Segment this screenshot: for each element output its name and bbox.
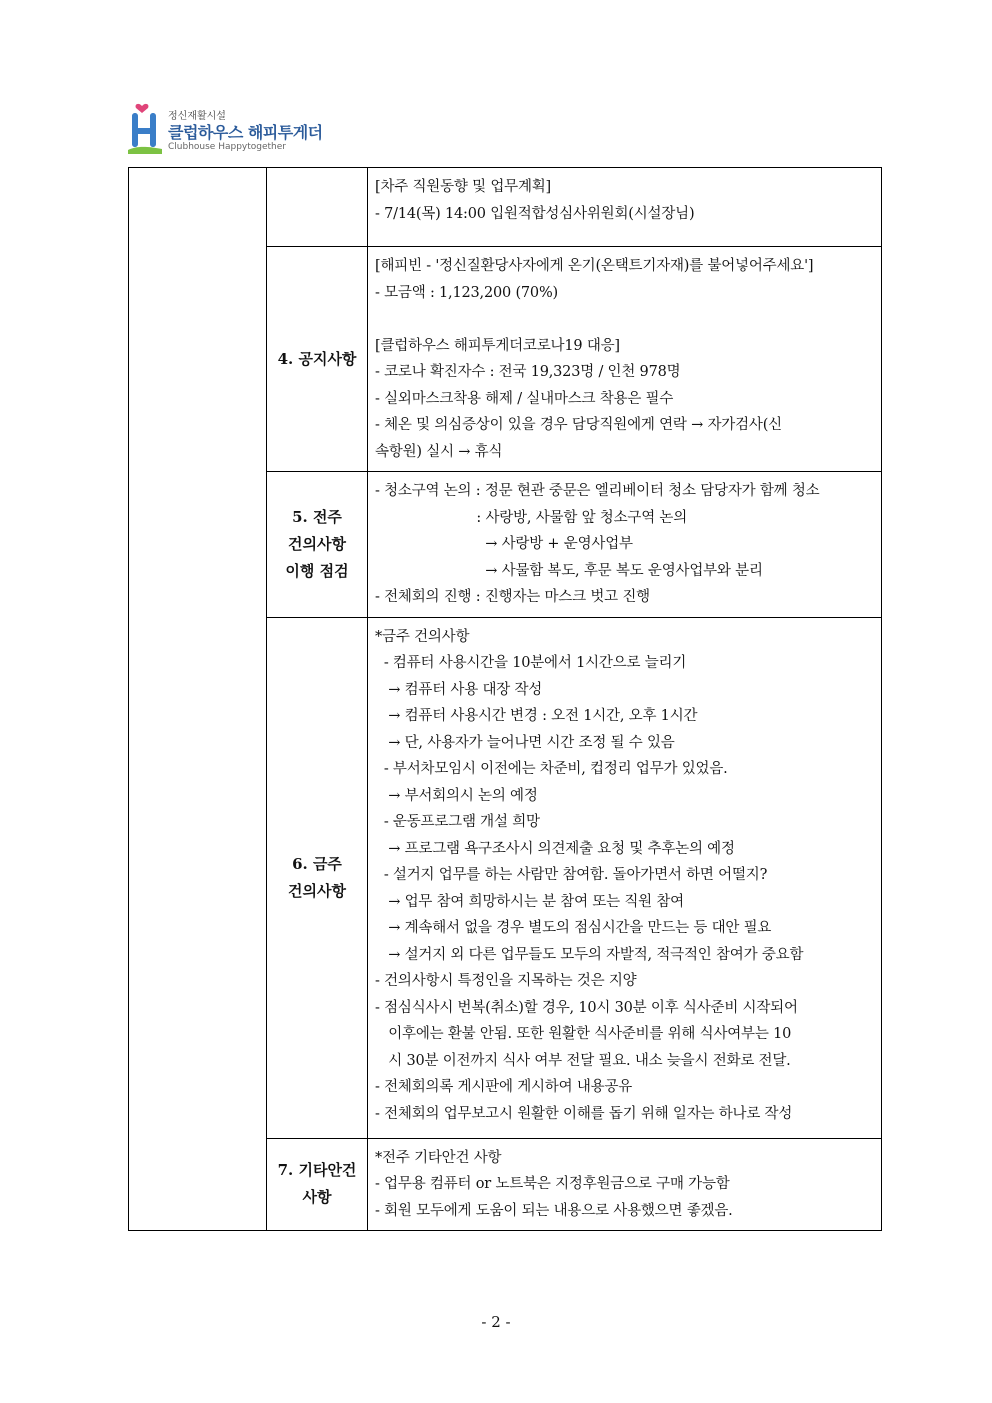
content-line: - 컴퓨터 사용시간을 10분에서 1시간으로 늘리기 xyxy=(375,655,687,671)
content-line: 속항원) 실시 → 휴식 xyxy=(375,443,503,460)
section-title-cell xyxy=(267,617,368,1138)
section-title: 7. 기타안건 사항 xyxy=(277,1161,357,1207)
blank-line xyxy=(375,306,875,333)
section-content-cell xyxy=(368,1138,882,1231)
content-line: - 코로나 확진자수 : 전국 19,323명 / 인천 978명 xyxy=(375,364,681,380)
content-line: → 업무 참여 희망하시는 분 참여 또는 직원 참여 xyxy=(375,893,684,910)
section-title: 4. 공지사항 xyxy=(277,349,357,368)
content-line: - 전체회의 업무보고시 원활한 이해를 돕기 위해 일자는 하나로 작성 xyxy=(375,1105,793,1122)
content-line: [해피빈 - '정신질환당사자에게 온기(온택트기자재)를 불어넣어주세요'] xyxy=(375,258,814,274)
table-row xyxy=(129,168,882,247)
content-line: *금주 건의사항 xyxy=(375,628,470,645)
logo-subtitle: 정신재활시설 xyxy=(168,111,226,122)
content-line: - 청소구역 논의 : 정문 현관 중문은 엘리베이터 청소 담당자가 함께 청소 xyxy=(375,483,820,499)
section-content-cell xyxy=(368,617,882,1138)
section-title-cell xyxy=(267,168,368,247)
page-number: - 2 - xyxy=(481,1313,511,1331)
org-logo xyxy=(128,102,368,158)
content-line: *전주 기타안건 사항 xyxy=(375,1149,502,1166)
content-line: - 7/14(목) 14:00 입원적합성심사위원회(시설장님) xyxy=(375,205,695,222)
content-line: - 전체회의록 게시판에 게시하여 내용공유 xyxy=(375,1079,633,1095)
logo-h-icon xyxy=(128,102,164,156)
content-line: 이후에는 환불 안됨. 또한 원활한 식사준비를 위해 식사여부는 10 xyxy=(375,1026,792,1042)
content-line: → 사물함 복도, 후문 복도 운영사업부와 분리 xyxy=(375,562,763,579)
minutes-table xyxy=(128,167,882,1231)
content-line: - 실외마스크착용 해제 / 실내마스크 착용은 필수 xyxy=(375,390,674,407)
section-title: 6. 금주 건의사항 xyxy=(288,854,346,900)
content-line: - 점심식사시 번복(취소)할 경우, 10시 30분 이후 식사준비 시작되어 xyxy=(375,999,798,1016)
content-line: - 체온 및 의심증상이 있을 경우 담당직원에게 연락 → 자가검사(신 xyxy=(375,417,782,433)
content-line: - 건의사항시 특정인을 지목하는 것은 지양 xyxy=(375,973,637,989)
content-line: - 설거지 업무를 하는 사람만 참여함. 돌아가면서 하면 어떨지? xyxy=(375,867,768,883)
content-line: - 모금액 : 1,123,200 (70%) xyxy=(375,284,558,301)
content-line: → 설거지 외 다른 업무들도 모두의 자발적, 적극적인 참여가 중요함 xyxy=(375,946,804,963)
content-line: → 프로그램 욕구조사시 의견제출 요청 및 추후논의 예정 xyxy=(375,840,735,857)
content-line: → 컴퓨터 사용 대장 작성 xyxy=(375,681,543,698)
content-line: → 부서회의시 논의 예정 xyxy=(375,787,538,804)
section-title-cell xyxy=(267,247,368,472)
content-line: : 사랑방, 사물함 앞 청소구역 논의 xyxy=(375,509,688,526)
section-title-cell xyxy=(267,472,368,618)
section-content-cell xyxy=(368,472,882,618)
section-content-cell xyxy=(368,247,882,472)
content-line: → 사랑방 + 운영사업부 xyxy=(375,536,633,552)
section-title-cell xyxy=(267,1138,368,1231)
section-content-cell xyxy=(368,168,882,247)
content-line: - 업무용 컴퓨터 or 노트북은 지정후원금으로 구매 가능함 xyxy=(375,1176,730,1192)
content-line: [차주 직원동향 및 업무계획] xyxy=(375,179,552,195)
content-line: → 단, 사용자가 늘어나면 시간 조정 될 수 있음 xyxy=(375,734,675,751)
content-line: 시 30분 이전까지 식사 여부 전달 필요. 내소 늦을시 전화로 전달. xyxy=(375,1052,791,1069)
content-line: - 회원 모두에게 도움이 되는 내용으로 사용했으면 좋겠음. xyxy=(375,1202,733,1219)
content-line: → 컴퓨터 사용시간 변경 : 오전 1시간, 오후 1시간 xyxy=(375,708,698,724)
content-line: → 계속해서 없을 경우 별도의 점심시간을 만드는 등 대안 필요 xyxy=(375,920,772,936)
content-line: - 부서차모임시 이전에는 차준비, 컵정리 업무가 있었음. xyxy=(375,761,728,777)
content-line: - 전체회의 진행 : 진행자는 마스크 벗고 진행 xyxy=(375,589,650,605)
content-line: [클럽하우스 해피투게더코로나19 대응] xyxy=(375,337,620,354)
content-line: - 운동프로그램 개설 희망 xyxy=(375,814,540,830)
section-title: 5. 전주 건의사항 이행 점검 xyxy=(285,507,349,580)
empty-column-cell xyxy=(129,168,267,1231)
logo-english: Clubhouse Happytogether xyxy=(168,142,286,152)
logo-title: 클럽하우스 해피투게더 xyxy=(168,123,323,142)
